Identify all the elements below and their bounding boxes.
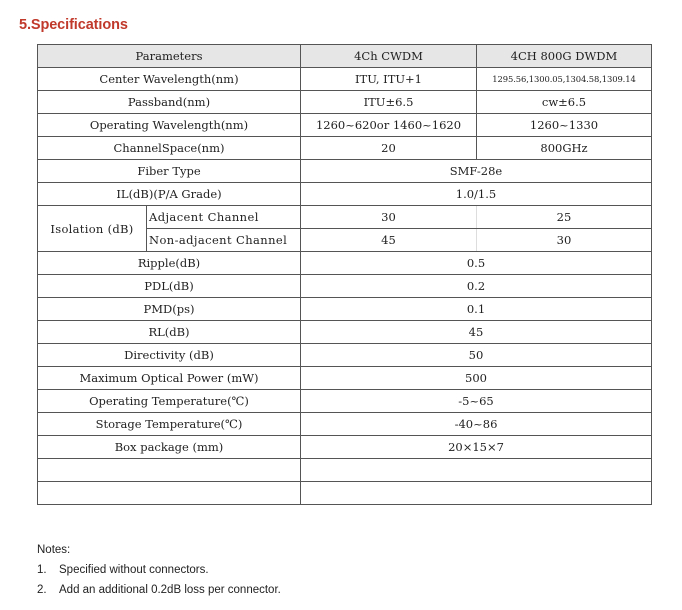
- table-row: [38, 183, 652, 206]
- row-label: Fiber Type: [38, 160, 301, 183]
- cwdm-value: 45: [301, 229, 477, 252]
- dwdm-value: 25: [477, 206, 652, 229]
- cwdm-value: 20: [301, 137, 477, 160]
- note-item: [37, 584, 281, 596]
- row-label: Operating Temperature(℃): [38, 390, 301, 413]
- empty-cell: [301, 459, 652, 482]
- table-row: [38, 114, 652, 137]
- shared-value: -5~65: [301, 390, 652, 413]
- shared-value: 20×15×7: [301, 436, 652, 459]
- shared-value: SMF-28e: [301, 160, 652, 183]
- row-label: Storage Temperature(℃): [38, 413, 301, 436]
- row-label: PMD(ps): [38, 298, 301, 321]
- shared-value: 0.1: [301, 298, 652, 321]
- row-label: RL(dB): [38, 321, 301, 344]
- table-row: [38, 298, 652, 321]
- dwdm-value: 1295.56,1300.05,1304.58,1309.14: [477, 68, 652, 91]
- table-row: [38, 160, 652, 183]
- cwdm-value: 1260~620or 1460~1620: [301, 114, 477, 137]
- cwdm-value: ITU, ITU+1: [301, 68, 477, 91]
- dwdm-value: 30: [477, 229, 652, 252]
- shared-value: 50: [301, 344, 652, 367]
- row-label: ChannelSpace(nm): [38, 137, 301, 160]
- row-label: PDL(dB): [38, 275, 301, 298]
- shared-value: 45: [301, 321, 652, 344]
- table-row: [38, 137, 652, 160]
- cwdm-value: 30: [301, 206, 477, 229]
- notes-section: [37, 544, 281, 604]
- table-row: [38, 390, 652, 413]
- empty-cell: [301, 482, 652, 505]
- note-number: 1.: [37, 564, 47, 576]
- empty-cell: [38, 459, 301, 482]
- table-header-row: [38, 45, 652, 68]
- shared-value: 1.0/1.5: [301, 183, 652, 206]
- cwdm-value: ITU±6.5: [301, 91, 477, 114]
- table-row: [38, 321, 652, 344]
- row-label: Operating Wavelength(nm): [38, 114, 301, 137]
- shared-value: 0.5: [301, 252, 652, 275]
- table-row: [38, 275, 652, 298]
- note-number: 2.: [37, 584, 47, 596]
- row-label: Directivity (dB): [38, 344, 301, 367]
- table-row: [38, 436, 652, 459]
- row-label: Center Wavelength(nm): [38, 68, 301, 91]
- empty-row: [38, 459, 652, 482]
- row-label: Ripple(dB): [38, 252, 301, 275]
- empty-row: [38, 482, 652, 505]
- adjacent-channel-label: Adjacent Channel: [147, 206, 301, 229]
- row-label: Box package (mm): [38, 436, 301, 459]
- note-text: Specified without connectors.: [59, 564, 209, 576]
- header-cwdm: 4Ch CWDM: [301, 45, 477, 68]
- note-text: Add an additional 0.2dB loss per connector.: [59, 584, 281, 596]
- non-adjacent-channel-label: Non-adjacent Channel: [147, 229, 301, 252]
- specifications-table: [37, 44, 652, 505]
- row-label: Maximum Optical Power (mW): [38, 367, 301, 390]
- table-row: [38, 367, 652, 390]
- table-row: [38, 344, 652, 367]
- table-row: [38, 206, 652, 229]
- table-row: [38, 413, 652, 436]
- table-row: [38, 252, 652, 275]
- empty-cell: [38, 482, 301, 505]
- dwdm-value: 800GHz: [477, 137, 652, 160]
- header-dwdm: 4CH 800G DWDM: [477, 45, 652, 68]
- isolation-label: Isolation (dB): [38, 206, 147, 252]
- header-parameters: Parameters: [38, 45, 301, 68]
- shared-value: -40~86: [301, 413, 652, 436]
- notes-title: Notes:: [37, 544, 71, 556]
- dwdm-value: 1260~1330: [477, 114, 652, 137]
- section-heading: 5.Specifications: [19, 17, 128, 33]
- table-row: [38, 91, 652, 114]
- dwdm-value: cw±6.5: [477, 91, 652, 114]
- row-label: Passband(nm): [38, 91, 301, 114]
- row-label: IL(dB)(P/A Grade): [38, 183, 301, 206]
- table-row: [38, 68, 652, 91]
- shared-value: 0.2: [301, 275, 652, 298]
- shared-value: 500: [301, 367, 652, 390]
- note-item: [37, 564, 281, 576]
